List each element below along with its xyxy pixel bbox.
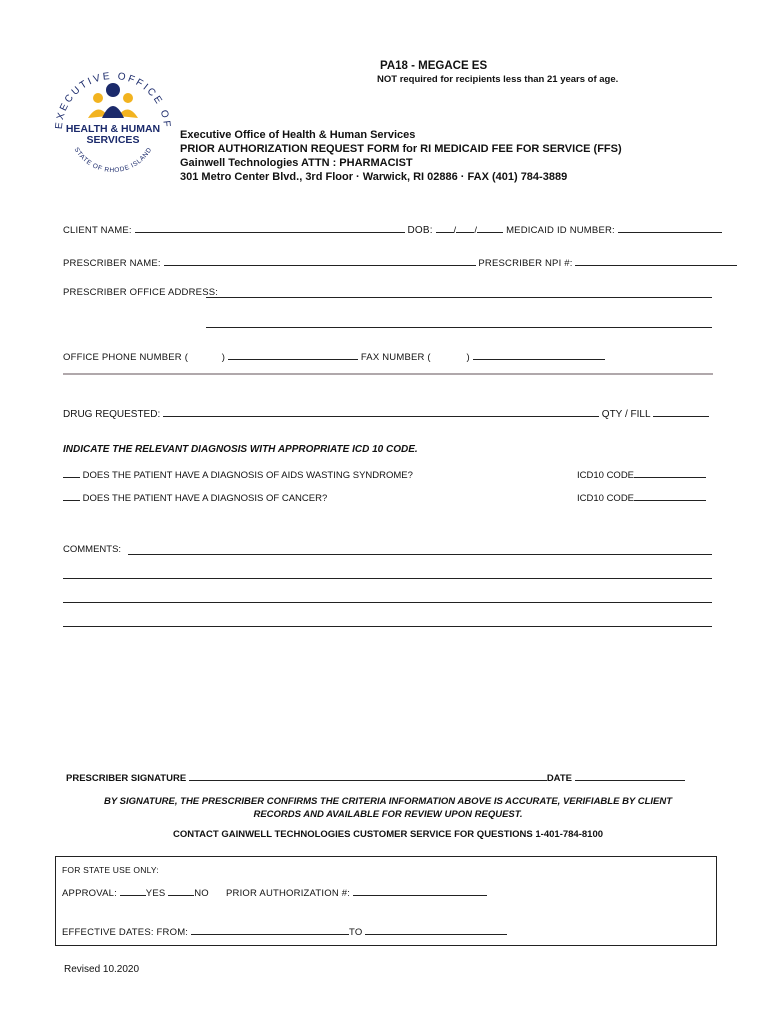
q2-icd-field[interactable] [634, 490, 706, 501]
dob-month-field[interactable] [436, 222, 454, 233]
effective-from-field[interactable] [191, 924, 349, 935]
diagnosis-heading: INDICATE THE RELEVANT DIAGNOSIS WITH APPROPRIATE ICD 10 CODE. [63, 444, 418, 455]
q2-text: DOES THE PATIENT HAVE A DIAGNOSIS OF CANCER? [82, 493, 328, 504]
dob-day-field[interactable] [456, 222, 474, 233]
prescriber-name-label: PRESCRIBER NAME: [63, 258, 161, 269]
diagnosis-q2-row [63, 490, 327, 504]
logo-arc-bottom: STATE OF RHODE ISLAND [72, 146, 154, 175]
logo-name-line1: HEALTH & HUMAN [65, 123, 161, 135]
q2-icd-row [577, 490, 706, 504]
office-address-field-1[interactable] [206, 297, 712, 298]
confirm-line1: BY SIGNATURE, THE PRESCRIBER CONFIRMS THE CRITERIA INFORMATION ABOVE IS ACCURATE, VERIFIABLE BY CLIENT [103, 796, 673, 807]
contact-line: CONTACT GAINWELL TECHNOLOGIES CUSTOMER SERVICE FOR QUESTIONS 1-401-784-8100 [172, 829, 604, 840]
state-use-box [55, 856, 717, 946]
qty-fill-label: QTY / FILL [601, 409, 651, 420]
q2-icd-label: ICD10 CODE [577, 493, 635, 504]
dob-sep-2: / [474, 225, 478, 236]
no-label: NO [194, 888, 209, 899]
dob-sep-1: / [453, 225, 457, 236]
office-phone-area-field[interactable] [191, 350, 219, 360]
prescriber-npi-field[interactable] [575, 255, 737, 266]
signature-date-field[interactable] [575, 770, 685, 781]
form-code: PA18 - MEGACE ES [380, 60, 488, 72]
drug-requested-field[interactable] [163, 406, 599, 417]
medicaid-id-label: MEDICAID ID NUMBER: [506, 225, 615, 236]
comments-field-1[interactable] [128, 554, 712, 555]
address-row [63, 287, 218, 298]
comments-field-4[interactable] [63, 626, 712, 627]
header-address: 301 Metro Center Blvd., 3rd Floor · Warwick, RI 02886 · FAX (401) 784-3889 [180, 171, 568, 183]
office-phone-label: OFFICE PHONE NUMBER ( [63, 352, 189, 363]
signature-label: PRESCRIBER SIGNATURE [66, 773, 187, 784]
approval-yes-field[interactable] [120, 885, 146, 896]
effective-to-field[interactable] [365, 924, 507, 935]
fax-label: FAX NUMBER ( [360, 352, 431, 363]
q1-icd-row [577, 467, 706, 481]
office-address-label: PRESCRIBER OFFICE ADDRESS: [63, 287, 219, 298]
svg-text:STATE OF RHODE ISLAND [73, 146, 154, 174]
diagnosis-q1-row [63, 467, 413, 481]
q1-text: DOES THE PATIENT HAVE A DIAGNOSIS OF AIDS WASTING SYNDROME? [82, 470, 413, 481]
form-note: NOT required for recipients less than 21 years of age. [377, 74, 619, 85]
prior-auth-label: PRIOR AUTHORIZATION #: [226, 888, 351, 899]
dob-year-field[interactable] [477, 222, 503, 233]
agency-seal-graphic [48, 58, 178, 188]
phone-row [63, 349, 605, 363]
drug-requested-label: DRUG REQUESTED: [63, 409, 161, 420]
q1-icd-field[interactable] [634, 467, 706, 478]
client-name-label: CLIENT NAME: [63, 225, 132, 236]
yes-label: YES [145, 888, 166, 899]
section-divider [63, 373, 713, 375]
signature-row [66, 770, 685, 784]
drug-row [63, 406, 709, 420]
q2-check-field[interactable] [63, 490, 80, 501]
client-row [63, 222, 722, 236]
agency-logo [48, 58, 178, 188]
confirm-line2: RECORDS AND AVAILABLE FOR REVIEW UPON REQUEST. [253, 809, 523, 820]
approval-no-field[interactable] [168, 885, 194, 896]
revised-date: Revised 10.2020 [64, 964, 140, 975]
header-attn: Gainwell Technologies ATTN : PHARMACIST [180, 157, 413, 169]
q1-icd-label: ICD10 CODE [577, 470, 635, 481]
fax-area-field[interactable] [434, 350, 464, 360]
prior-auth-row [226, 885, 487, 899]
office-address-field-2[interactable] [206, 327, 712, 328]
header-form-title: PRIOR AUTHORIZATION REQUEST FORM for RI MEDICAID FEE FOR SERVICE (FFS) [180, 143, 622, 155]
qty-fill-field[interactable] [653, 406, 709, 417]
form-header [180, 128, 622, 184]
medicaid-id-field[interactable] [618, 222, 722, 233]
office-phone-field[interactable] [228, 349, 358, 360]
comments-row [63, 544, 121, 555]
to-label: TO [349, 927, 363, 938]
comments-field-2[interactable] [63, 578, 712, 579]
logo-arc-top: EXECUTIVE OFFICE OF [53, 70, 173, 130]
dob-label: DOB: [407, 225, 433, 236]
prescriber-row [63, 255, 737, 269]
logo-name-line2: SERVICES [86, 134, 140, 146]
fax-paren-close: ) [466, 352, 470, 363]
svg-text:EXECUTIVE OFFICE OF [54, 71, 172, 130]
approval-label: APPROVAL: [62, 888, 117, 899]
state-use-title: FOR STATE USE ONLY: [62, 865, 159, 875]
fax-field[interactable] [473, 349, 605, 360]
effective-row [62, 924, 507, 938]
comments-label: COMMENTS: [63, 544, 122, 555]
q1-check-field[interactable] [63, 467, 80, 478]
phone-paren-close: ) [221, 352, 226, 363]
prior-auth-field[interactable] [353, 885, 487, 896]
approval-row [62, 885, 209, 899]
header-agency: Executive Office of Health & Human Services [180, 129, 416, 141]
signature-confirmation [63, 795, 713, 821]
comments-field-3[interactable] [63, 602, 712, 603]
prescriber-npi-label: PRESCRIBER NPI #: [478, 258, 573, 269]
prescriber-name-field[interactable] [164, 255, 476, 266]
client-name-field[interactable] [135, 222, 405, 233]
date-label: DATE [546, 773, 572, 784]
signature-field[interactable] [189, 770, 547, 781]
effective-label: EFFECTIVE DATES: FROM: [62, 927, 189, 938]
